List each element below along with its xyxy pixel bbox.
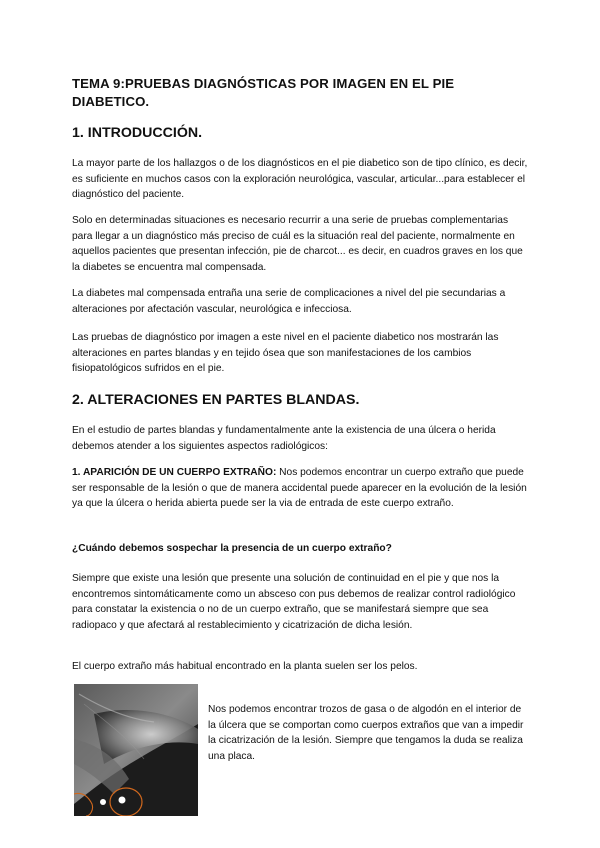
intro-paragraph-3: La diabetes mal compensada entraña una serie de complicaciones a nivel del pie secundarias a alteraciones por afectación vascular, neurológica e infecciosa. xyxy=(72,288,506,315)
foreign-body-text: Nos podemos encontrar un cuerpo extraño que puede ser responsable de la lesión o que de manera accidental puede aparecer en la evolución de la lesión ya que la úlcera o herida abierta puede ser la via de entrada de este cuerpo extraño. xyxy=(72,467,527,509)
section-heading-alteraciones: 2. ALTERACIONES EN PARTES BLANDAS. xyxy=(72,392,360,408)
foreign-body-marker xyxy=(119,797,126,804)
foreign-body-label: 1. APARICIÓN DE UN CUERPO EXTRAÑO: xyxy=(72,467,277,478)
xray-graphic xyxy=(74,684,198,816)
document-title: TEMA 9:PRUEBAS DIAGNÓSTICAS POR IMAGEN EN EL PIE DIABETICO. xyxy=(72,76,455,109)
section-heading-introduccion: 1. INTRODUCCIÓN. xyxy=(72,125,203,141)
common-foreign-body-paragraph: El cuerpo extraño más habitual encontrado en la planta suelen ser los pelos. xyxy=(72,661,418,672)
suspicion-answer-paragraph: Siempre que existe una lesión que presente una solución de continuidad en el pie y que nos la encontremos sintomáticamente como un absceso con pus debemos de realizar control radiológico para constatar la existencia o no de un cuerpo extraño, que se manifestará siempre que sea radiopaco y que afectará al restablecimiento y cicatrización de dicha lesión. xyxy=(72,573,516,631)
intro-paragraph-4: Las pruebas de diagnóstico por imagen a este nivel en el paciente diabetico nos mostrarán las alteraciones en partes blandas y en tejido ósea que son manifestaciones de los cambios fisiopatológicos sufridos en el pie. xyxy=(72,332,499,374)
foreign-body-marker xyxy=(100,799,106,805)
foreign-body-paragraph xyxy=(72,465,530,512)
intro-paragraph-2: Solo en determinadas situaciones es necesario recurrir a una serie de pruebas complementarias para llegar a un diagnóstico más preciso de cuál es la situación real del paciente, normalmente en aquellos pacientes que presentan infección, pie de charcot... es decir, en cuadros graves en los que la diabetes se encuentra mal compensada. xyxy=(72,215,523,273)
suspicion-question: ¿Cuándo debemos sospechar la presencia de un cuerpo extraño? xyxy=(72,543,392,554)
section2-intro-paragraph: En el estudio de partes blandas y fundamentalmente ante la existencia de una úlcera o herida debemos atender a los siguientes aspectos radiológicos: xyxy=(72,425,496,452)
xray-image xyxy=(74,684,198,816)
figure-caption: Nos podemos encontrar trozos de gasa o de algodón en el interior de la úlcera que se comportan como cuerpos extraños que van a impedir la cicatrización de la lesión. Siempre que tengamos la duda se realiza una placa. xyxy=(208,704,524,762)
intro-paragraph-1: La mayor parte de los hallazgos o de los diagnósticos en el pie diabetico son de tipo clínico, es decir, es suficiente en muchos casos con la exploración neurológica, vascular, articular...para establecer el diagnóstico del paciente. xyxy=(72,158,528,200)
